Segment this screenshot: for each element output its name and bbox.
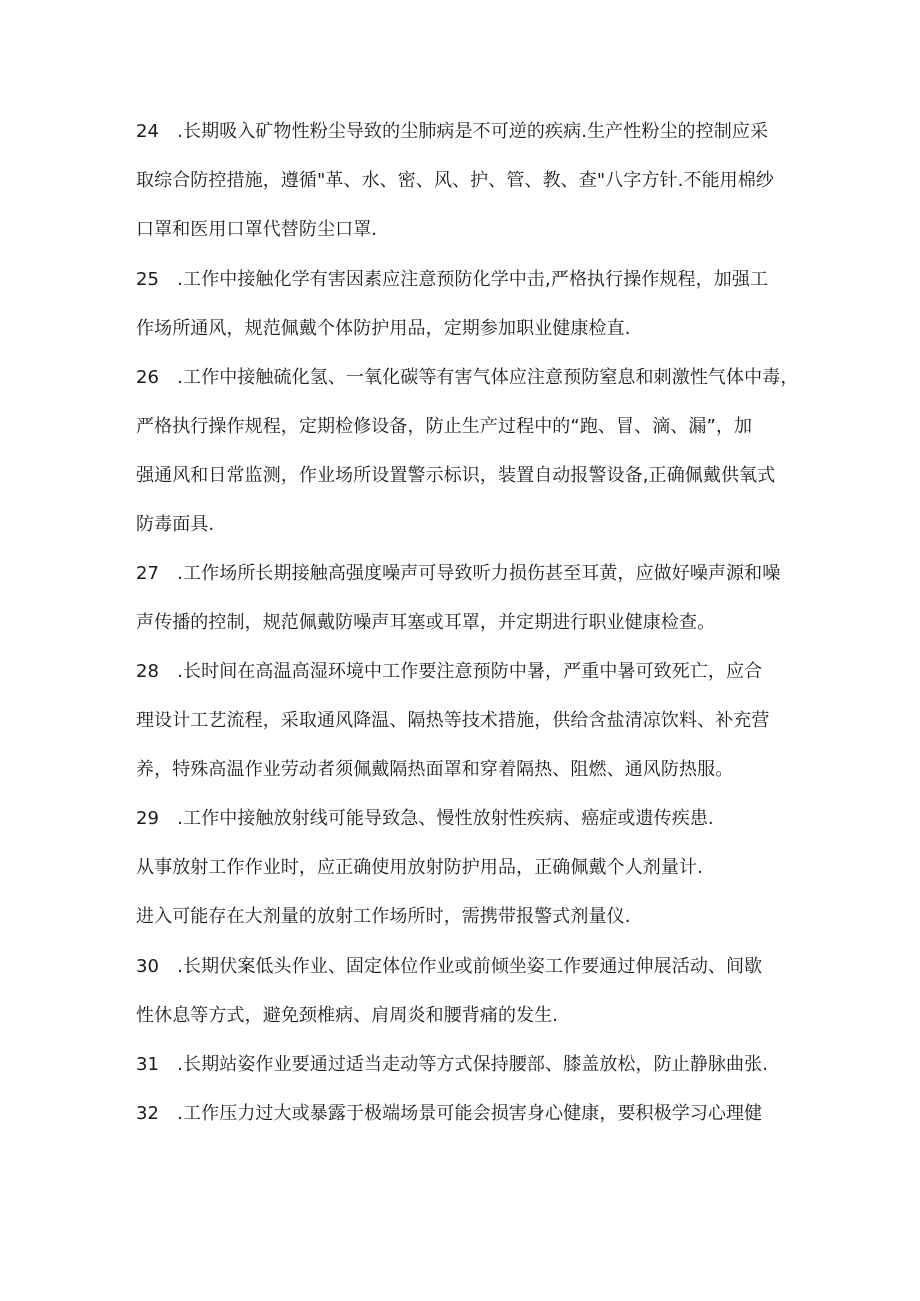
text-line: 口罩和医用口罩代替防尘口罩.: [136, 219, 378, 240]
text-line: 进入可能存在大剂量的放射工作场所时，需携带报警式剂量仪.: [136, 906, 631, 927]
text-line: 严格执行操作规程，定期检修设备，防止生产过程中的“跑、冒、滴、漏”，加: [136, 416, 753, 437]
text-line: 28 .长时间在高温高湿环境中工作要注意预防中暑，严重中暑可致死亡，应合: [136, 661, 763, 682]
text-line: 性休息等方式，避免颈椎病、肩周炎和腰背痛的发生.: [136, 1005, 559, 1026]
text-line: 31 .长期站姿作业要通过适当走动等方式保持腰部、膝盖放松，防止静脉曲张.: [136, 1054, 769, 1075]
text-line: 理设计工艺流程，采取通风降温、隔热等技术措施，供给含盐清凉饮料、补充营: [136, 710, 770, 731]
text-line: 取综合防控措施，遵循"革、水、密、风、护、管、教、查"八字方针.不能用棉纱: [136, 170, 774, 191]
text-line: 强通风和日常监测，作业场所设置警示标识，装置自动报警设备,正确佩戴供氧式: [136, 465, 776, 486]
text-line: 防毒面具.: [136, 514, 215, 535]
text-line: 声传播的控制，规范佩戴防噪声耳塞或耳罩，并定期进行职业健康检查。: [136, 612, 716, 633]
text-line: 26 .工作中接触硫化氢、一氧化碳等有害气体应注意预防窒息和刺激性气体中毒，: [136, 367, 799, 388]
text-line: 32 .工作压力过大或暴露于极端场景可能会损害身心健康，要积极学习心理健: [136, 1103, 763, 1124]
text-line: 25 .工作中接触化学有害因素应注意预防化学中击,严格执行操作规程，加强工: [136, 269, 769, 290]
text-line: 作场所通风，规范佩戴个体防护用品，定期参加职业健康检直.: [136, 318, 631, 339]
text-line: 从事放射工作作业时，应正确使用放射防护用品，正确佩戴个人剂量计.: [136, 857, 703, 878]
text-line: 30 .长期伏案低头作业、固定体位作业或前倾坐姿工作要通过伸展活动、间歇: [136, 956, 763, 977]
text-line: 24 .长期吸入矿物性粉尘导致的尘肺病是不可逆的疾病.生产性粉尘的控制应采: [136, 121, 769, 142]
text-line: 29 .工作中接触放射线可能导致急、慢性放射性疾病、癌症或遗传疾患.: [136, 808, 714, 829]
text-line: 27 .工作场所长期接触高强度噪声可导致听力损伤甚至耳黄，应做好噪声源和噪: [136, 563, 781, 584]
text-line: 养，特殊高温作业劳动者须佩戴隔热面罩和穿着隔热、阻燃、通风防热服。: [136, 759, 734, 780]
